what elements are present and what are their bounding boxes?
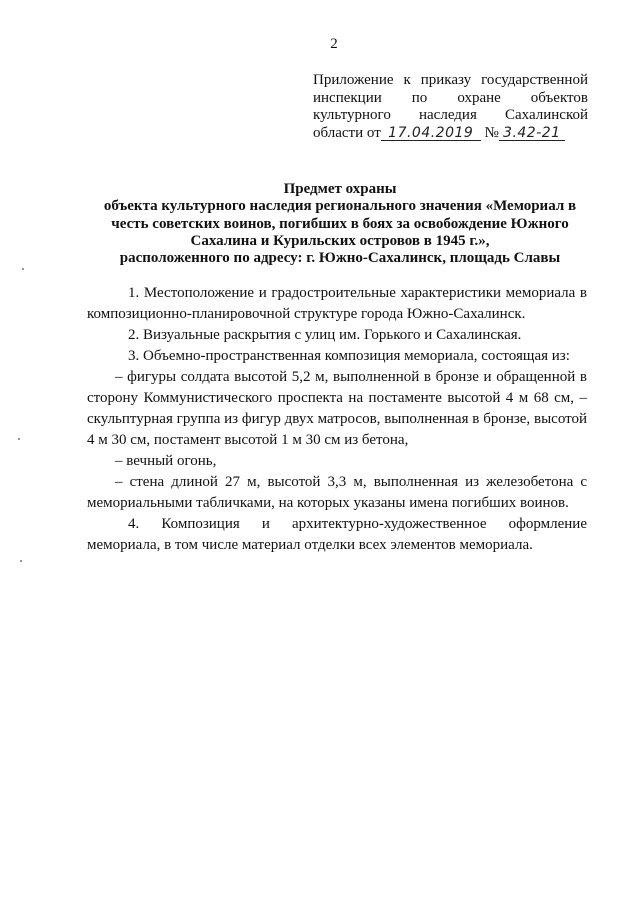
item-3: 3. Объемно-пространственная композиция мемориала, состоящая из:	[128, 348, 570, 364]
document-title	[70, 181, 610, 267]
annex-line-2: инспекции по охране объектов	[313, 89, 588, 106]
item-2: 2. Визуальные раскрытия с улиц им. Горького и Сахалинская.	[128, 327, 522, 343]
scan-speck	[22, 268, 24, 270]
annex-line-3: культурного наследия Сахалинской	[313, 107, 588, 123]
title-line-5: расположенного по адресу: г. Южно-Сахалинск, площадь Славы	[119, 250, 561, 267]
subitem-statues: – фигуры солдата высотой 5,2 м, выполненной в бронзе и обращенной в сторону Коммунистического проспекта на постаменте высотой 4 м 68 см, – скульптурная группа из фигур двух матросов, выполненная в бронзе, высотой 4 м 30 см, постамент высотой 1 м 30 см из бетона,	[87, 369, 587, 448]
document-body	[87, 283, 587, 556]
page-number: 2	[330, 36, 338, 52]
scan-speck	[20, 560, 22, 562]
title-line-1: Предмет охраны	[283, 181, 397, 197]
subitem-eternal-flame: – вечный огонь,	[115, 453, 217, 469]
handwritten-number: 3.42-21	[499, 126, 565, 141]
item-1: 1. Местоположение и градостроительные характеристики мемориала в композиционно-планировочной структуре города Южно-Сахалинск.	[87, 285, 587, 322]
annex-line-1: Приложение к приказу государственной	[313, 72, 588, 88]
item-4: 4. Композиция и архитектурно-художественное оформление мемориала, в том числе материал отделки всех элементов мемориала.	[87, 516, 587, 553]
handwritten-date: 17.04.2019	[381, 126, 481, 141]
scan-speck	[18, 438, 20, 440]
title-line-3: честь советских воинов, погибших в боях за освобождение Южного	[111, 215, 569, 232]
annex-block	[313, 72, 588, 142]
subitem-wall: – стена длиной 27 м, высотой 3,3 м, выполненная из железобетона с мемориальными табличками, на которых указаны имена погибших воинов.	[87, 474, 587, 511]
title-line-2: объекта культурного наследия регионального значения «Мемориал в	[103, 198, 577, 215]
annex-prefix: области от	[313, 124, 381, 141]
annex-line-4	[313, 125, 588, 143]
title-line-4: Сахалина и Курильских островов в 1945 г.»,	[190, 232, 490, 249]
number-sign: №	[484, 124, 499, 141]
